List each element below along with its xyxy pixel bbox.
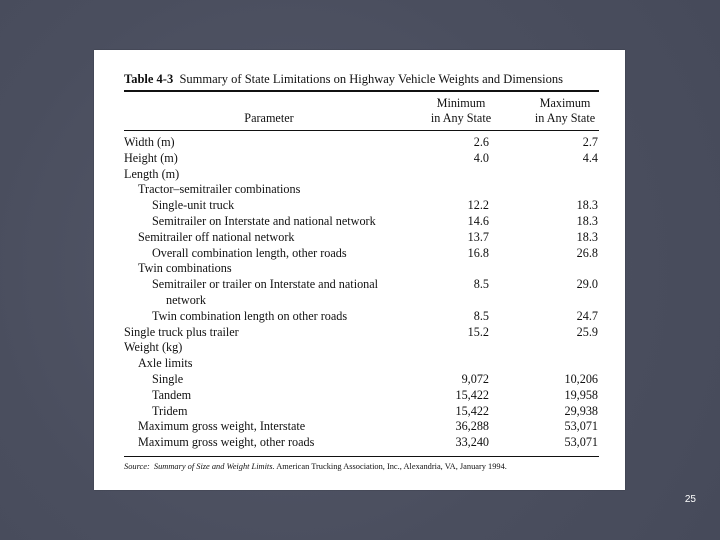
row-label: Semitrailer on Interstate and national network xyxy=(152,214,376,228)
row-label: Weight (kg) xyxy=(124,340,183,355)
header-maximum xyxy=(522,96,608,126)
bottom-rule xyxy=(124,456,599,457)
row-label: Semitrailer off national network xyxy=(138,229,295,244)
row-minimum: 15,422 xyxy=(455,403,489,418)
row-minimum: 15.2 xyxy=(467,324,489,339)
table-row xyxy=(124,372,599,388)
row-maximum: 24.7 xyxy=(576,308,598,323)
table-row xyxy=(124,404,599,420)
header-minimum xyxy=(418,96,504,126)
table-row xyxy=(124,214,599,230)
table-label: Table 4-3 xyxy=(124,72,174,86)
row-label: Width (m) xyxy=(124,135,175,149)
row-maximum: 18.3 xyxy=(576,214,598,228)
row-label: Single truck plus trailer xyxy=(124,324,239,339)
row-maximum: 18.3 xyxy=(576,198,598,213)
row-minimum: 12.2 xyxy=(467,198,489,213)
row-maximum: 53,071 xyxy=(564,435,598,450)
source-rest: American Trucking Association, Inc., Alexandria, VA, January 1994. xyxy=(276,462,507,471)
table-title xyxy=(124,72,563,87)
table-row xyxy=(124,325,599,341)
row-minimum: 9,072 xyxy=(461,372,489,386)
row-label: Axle limits xyxy=(138,356,193,371)
table-row xyxy=(124,277,599,293)
table-row xyxy=(124,356,599,372)
row-minimum: 33,240 xyxy=(455,435,489,450)
source-note xyxy=(124,461,604,472)
row-maximum: 10,206 xyxy=(564,372,598,386)
row-label: Tandem xyxy=(152,387,192,402)
row-label: Twin combinations xyxy=(138,261,232,276)
table-row xyxy=(124,151,599,167)
table-row xyxy=(124,198,599,214)
source-title: Summary of Size and Weight Limits. xyxy=(153,462,275,471)
row-label: Maximum gross weight, Interstate xyxy=(138,419,306,434)
row-minimum: 2.6 xyxy=(473,135,489,149)
table-row xyxy=(124,419,599,435)
row-maximum: 19,958 xyxy=(564,387,598,402)
table-row xyxy=(124,167,599,183)
table-image xyxy=(94,50,625,490)
row-label: Length (m) xyxy=(124,166,180,181)
row-label: Maximum gross weight, other roads xyxy=(138,435,315,450)
table-row xyxy=(124,309,599,325)
row-maximum: 2.7 xyxy=(582,135,598,149)
table-row xyxy=(124,182,599,198)
row-minimum: 13.7 xyxy=(467,229,489,244)
row-maximum: 18.3 xyxy=(576,229,598,244)
top-rule xyxy=(124,90,599,92)
header-minimum-line2: in Any State xyxy=(430,111,492,125)
row-minimum: 15,422 xyxy=(455,387,489,402)
row-minimum: 36,288 xyxy=(455,419,489,434)
table-row xyxy=(124,388,599,404)
row-maximum: 25.9 xyxy=(576,324,598,339)
row-label: network xyxy=(166,293,206,307)
row-minimum: 8.5 xyxy=(473,308,489,323)
table-title-text: Summary of State Limitations on Highway Vehicle Weights and Dimensions xyxy=(179,72,564,86)
row-label: Overall combination length, other roads xyxy=(152,245,347,260)
table-row xyxy=(124,293,599,309)
header-maximum-line2: in Any State xyxy=(534,111,596,125)
source-label: Source: xyxy=(124,462,150,471)
row-maximum: 4.4 xyxy=(582,150,598,165)
row-label: Tridem xyxy=(152,403,188,418)
row-minimum: 8.5 xyxy=(473,277,489,292)
table-row xyxy=(124,135,599,151)
row-minimum: 14.6 xyxy=(467,214,489,228)
row-maximum: 29,938 xyxy=(564,403,598,418)
row-minimum: 4.0 xyxy=(473,150,489,165)
row-maximum: 26.8 xyxy=(576,245,598,260)
row-label: Single xyxy=(152,372,184,386)
table-row xyxy=(124,435,599,451)
row-label: Single-unit truck xyxy=(152,198,235,213)
row-label: Height (m) xyxy=(124,150,178,165)
row-maximum: 29.0 xyxy=(576,277,598,292)
table-row xyxy=(124,340,599,356)
row-label: Twin combination length on other roads xyxy=(152,308,348,323)
row-label: Tractor–semitrailer combinations xyxy=(138,182,301,197)
row-label: Semitrailer or trailer on Interstate and national xyxy=(152,277,379,292)
table-row xyxy=(124,246,599,262)
row-minimum: 16.8 xyxy=(467,245,489,260)
header-rule xyxy=(124,130,599,131)
header-parameter: Parameter xyxy=(244,111,294,125)
header-maximum-line1: Maximum xyxy=(539,96,591,110)
page-number: 25 xyxy=(684,494,696,505)
table-row xyxy=(124,230,599,246)
header-minimum-line1: Minimum xyxy=(436,96,486,110)
row-maximum: 53,071 xyxy=(564,419,598,434)
table-row xyxy=(124,261,599,277)
